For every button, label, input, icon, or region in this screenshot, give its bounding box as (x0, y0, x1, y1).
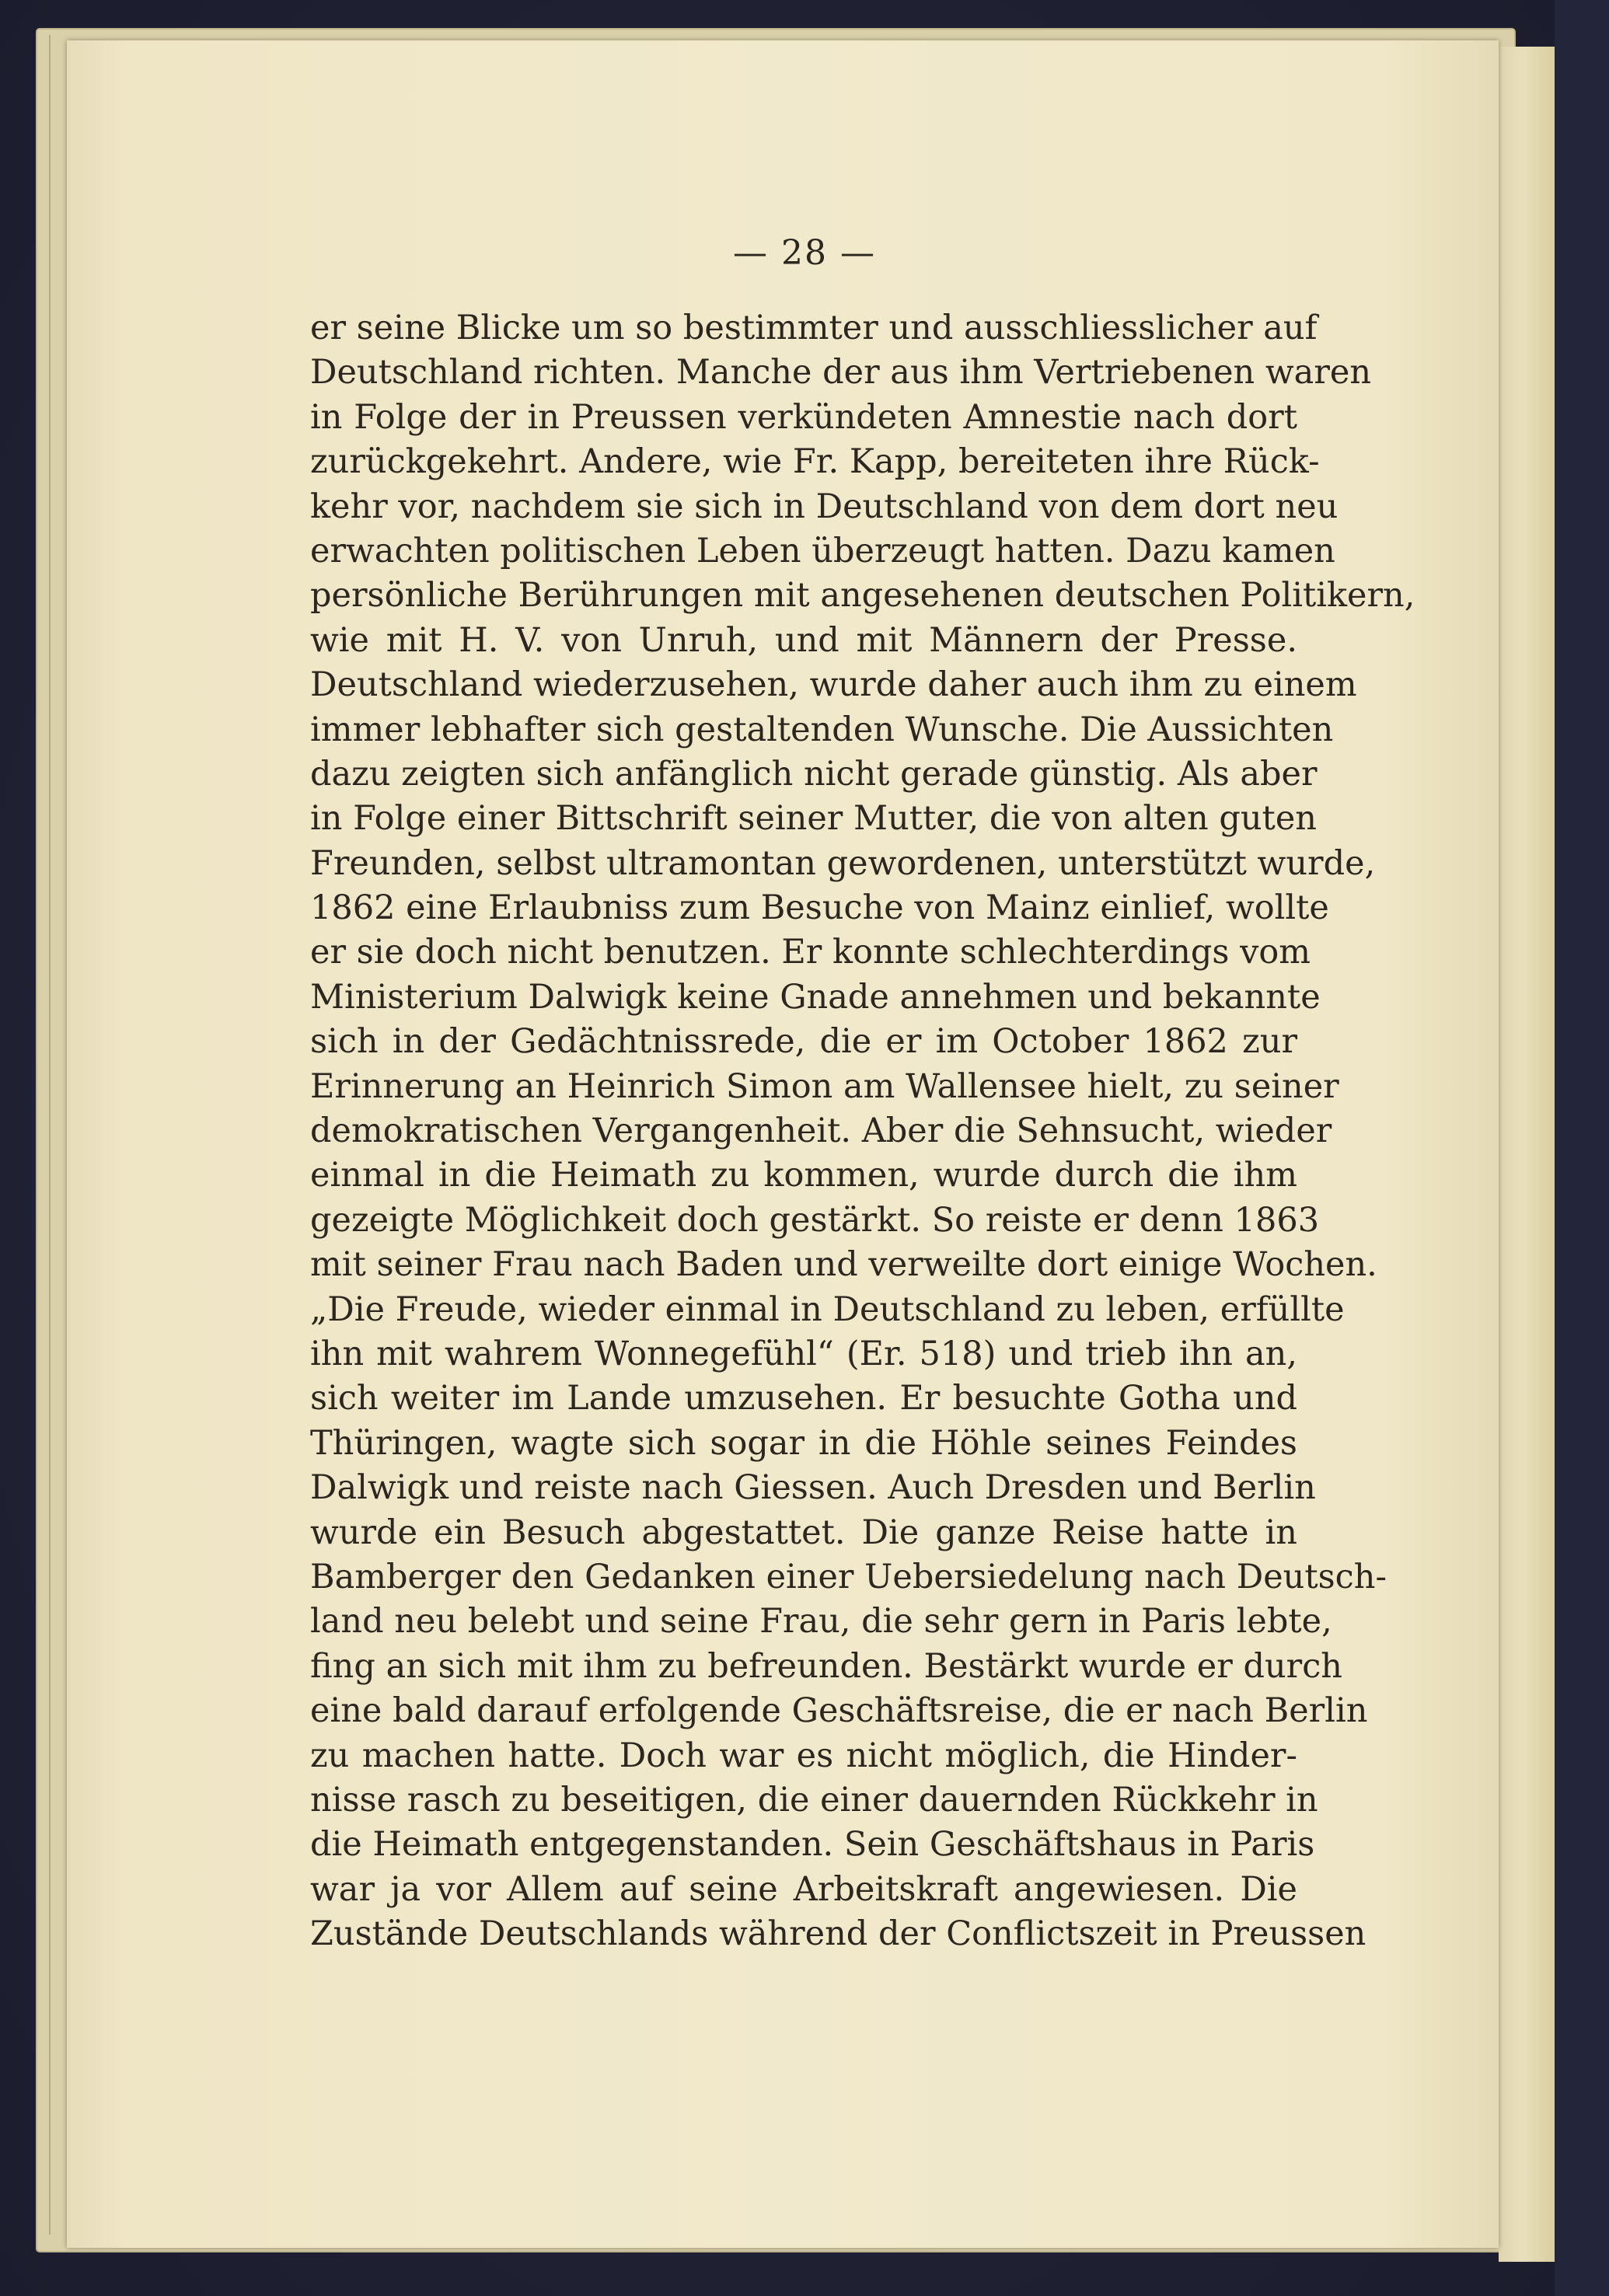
text-line: war ja vor Allem auf seine Arbeitskraft angewiesen. Die (310, 1869, 1297, 1909)
text-line: die Heimath entgegenstanden. Sein Geschäftshaus in Paris (310, 1825, 1315, 1865)
text-line: sich in der Gedächtnissrede, die er im October 1862 zur (310, 1022, 1297, 1062)
text-line: Deutschland richten. Manche der aus ihm Vertriebenen waren (310, 353, 1372, 393)
text-line: Ministerium Dalwigk keine Gnade annehmen und bekannte (310, 977, 1321, 1017)
text-line: dazu zeigten sich anfänglich nicht gerade günstig. Als aber (310, 754, 1318, 794)
text-line: erwachten politischen Leben überzeugt hatten. Dazu kamen (310, 531, 1335, 571)
text-line: in Folge einer Bittschrift seiner Mutter, die von alten guten (310, 799, 1317, 839)
text-line: persönliche Berührungen mit angesehenen deutschen Politikern, (310, 576, 1415, 616)
text-line: kehr vor, nachdem sie sich in Deutschland von dem dort neu (310, 487, 1339, 526)
text-line: zurückgekehrt. Andere, wie Fr. Kapp, bereiteten ihre Rück- (310, 442, 1320, 482)
text-line: zu machen hatte. Doch war es nicht möglich, die Hinder- (310, 1736, 1297, 1775)
text-line: Erinnerung an Heinrich Simon am Wallensee hielt, zu seiner (310, 1066, 1339, 1106)
text-line: „Die Freude, wieder einmal in Deutschland zu leben, erfüllte (310, 1289, 1345, 1329)
text-line: einmal in die Heimath zu kommen, wurde durch die ihm (310, 1156, 1297, 1195)
text-line: Bamberger den Gedanken einer Uebersiedelung nach Deutsch- (310, 1557, 1387, 1596)
page-number: — 28 — (733, 233, 876, 273)
text-line: gezeigte Möglichkeit doch gestärkt. So reiste er denn 1863 (310, 1200, 1320, 1240)
text-line: sich weiter im Lande umzusehen. Er besuchte Gotha und (310, 1379, 1297, 1418)
text-line: land neu belebt und seine Frau, die sehr gern in Paris lebte, (310, 1602, 1332, 1642)
facing-page-edge (1499, 47, 1555, 2262)
text-line: eine bald darauf erfolgende Geschäftsreise, die er nach Berlin (310, 1691, 1368, 1731)
body-text (310, 306, 1415, 1956)
text-line: Zustände Deutschlands während der Conflictszeit in Preussen (310, 1914, 1366, 1954)
text-line: 1862 eine Erlaubniss zum Besuche von Mainz einlief, wollte (310, 888, 1329, 928)
text-line: in Folge der in Preussen verkündeten Amnestie nach dort (310, 397, 1297, 437)
text-line: fing an sich mit ihm zu befreunden. Bestärkt wurde er durch (310, 1646, 1343, 1686)
text-line: ihn mit wahrem Wonnegefühl“ (Er. 518) und trieb ihn an, (310, 1334, 1297, 1373)
binding-edge (49, 35, 51, 2235)
text-line: Dalwigk und reiste nach Giessen. Auch Dresden und Berlin (310, 1468, 1316, 1508)
text-line: immer lebhafter sich gestaltenden Wunsche. Die Aussichten (310, 710, 1334, 749)
text-line: Freunden, selbst ultramontan gewordenen, unterstützt wurde, (310, 843, 1376, 883)
text-line: er seine Blicke um so bestimmter und ausschliesslicher auf (310, 309, 1318, 347)
text-line: wie mit H. V. von Unruh, und mit Männern der Presse. (310, 620, 1297, 660)
text-line: mit seiner Frau nach Baden und verweilte dort einige Wochen. (310, 1245, 1377, 1285)
text-line: Deutschland wiederzusehen, wurde daher auch ihm zu einem (310, 665, 1357, 705)
text-line: er sie doch nicht benutzen. Er konnte schlechterdings vom (310, 933, 1311, 972)
text-line: wurde ein Besuch abgestattet. Die ganze Reise hatte in (310, 1513, 1297, 1552)
text-line: demokratischen Vergangenheit. Aber die Sehnsucht, wieder (310, 1111, 1332, 1151)
text-line: nisse rasch zu beseitigen, die einer dauernden Rückkehr in (310, 1780, 1318, 1820)
text-line: Thüringen, wagte sich sogar in die Höhle seines Feindes (310, 1423, 1297, 1463)
